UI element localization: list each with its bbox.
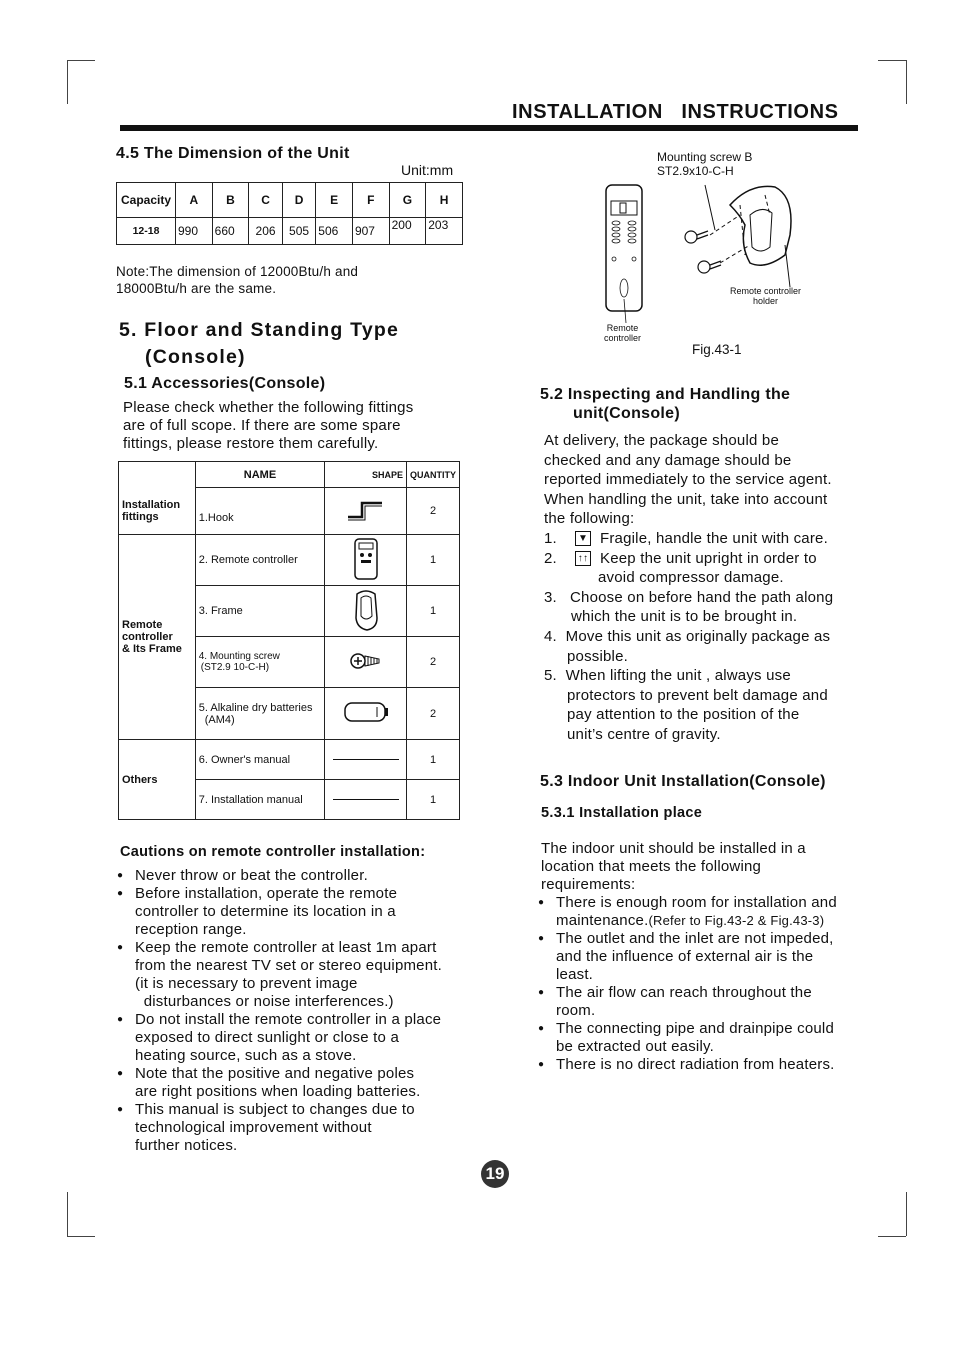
text-line: be extracted out easily. — [556, 1038, 714, 1055]
crop-mark — [67, 60, 95, 61]
text-line: ● This manual is subject to changes due to — [135, 1101, 415, 1118]
accessories-table — [118, 461, 460, 820]
text-line: from the nearest TV set or stereo equipment. — [135, 957, 443, 974]
table-cell: 990 — [176, 218, 213, 245]
dimension-table — [116, 182, 463, 245]
remote-controller-figure — [600, 175, 810, 345]
table-cell: 907 — [352, 218, 389, 245]
item-qty: 1 — [407, 586, 460, 637]
crop-mark — [67, 1236, 95, 1237]
text-line: Please check whether the following fittings — [123, 399, 414, 416]
item-name: 3. Frame — [195, 586, 324, 637]
table-cell: 200 — [389, 218, 426, 245]
item-name: 7. Installation manual — [195, 780, 324, 820]
section-4-5-title: 4.5 The Dimension of the Unit — [116, 145, 350, 162]
text-line: Remote — [606, 323, 639, 333]
note-line: 18000Btu/h are the same. — [116, 281, 277, 296]
group-label-line: Remote — [122, 619, 163, 631]
list-item — [117, 867, 492, 885]
item-text: Keep the unit upright in order to — [600, 549, 817, 567]
text-line: ● Keep the remote controller at least 1m apart — [135, 939, 437, 956]
table-row — [119, 740, 460, 780]
text-line: and the influence of external air is the — [556, 948, 814, 965]
mounting-screw-icon — [325, 637, 407, 688]
section-5-title-line: 5. Floor and Standing Type — [119, 319, 400, 341]
table-header-cell: SHAPE — [325, 462, 407, 488]
table-row — [119, 462, 460, 488]
table-cell: 203 — [426, 218, 463, 245]
text-line: checked and any damage should be — [544, 451, 792, 469]
table-header-cell: QUANTITY — [407, 462, 460, 488]
crop-mark — [67, 60, 68, 104]
section-5-1-intro — [123, 399, 413, 453]
frame-icon — [325, 586, 407, 637]
group-label — [119, 535, 196, 740]
page-number: 19 — [481, 1160, 509, 1188]
figure-reference: (Refer to Fig.43-2 & Fig.43-3) — [648, 913, 825, 928]
item-name-line: (ST2.9 10-C-H) — [200, 662, 270, 673]
item-qty: 2 — [407, 688, 460, 740]
text-line: At delivery, the package should be — [544, 432, 780, 449]
table-row — [119, 535, 460, 586]
text-line: ST2.9x10-C-H — [657, 164, 734, 178]
manual-line-icon — [325, 740, 407, 780]
text-line: ● Never throw or beat the controller. — [135, 867, 368, 884]
text-line: are of full scope. If there are some spare — [123, 417, 401, 434]
remote-controller-icon — [325, 535, 407, 586]
item-name — [195, 688, 324, 740]
text-line: fittings, please restore them carefully. — [123, 435, 379, 452]
text-line: disturbances or noise interferences.) — [135, 993, 394, 1010]
list-item — [117, 1065, 492, 1101]
text-line: which the unit is to be brought in. — [571, 608, 798, 626]
text-line: ● The connecting pipe and drainpipe could — [556, 1020, 834, 1037]
text-line: heating source, such as a stove. — [135, 1047, 357, 1064]
table-header-cell: H — [426, 183, 463, 218]
group-label: Installation fittings — [119, 488, 196, 535]
list-item — [544, 529, 833, 549]
text-line: ● The air flow can reach throughout the — [556, 984, 812, 1001]
section-5-3-title: 5.3 Indoor Unit Installation(Console) — [540, 773, 826, 790]
table-cell: 506 — [316, 218, 353, 245]
title-line: 5.2 Inspecting and Handling the — [540, 386, 791, 403]
text-line: least. — [556, 966, 594, 983]
item-name — [195, 637, 324, 688]
this-way-up-icon: ↑↑ — [575, 551, 591, 566]
list-item — [538, 984, 878, 1020]
table-header-cell: Capacity — [117, 183, 176, 218]
text-line: When handling the unit, take into account — [544, 490, 828, 508]
section-5-2-title — [540, 385, 790, 423]
text-line: protectors to prevent belt damage and — [567, 686, 828, 704]
table-header-cell: C — [249, 183, 282, 218]
text-line: room. — [556, 1002, 596, 1019]
text-line: (it is necessary to prevent image — [135, 975, 358, 992]
item-name: 1.Hook — [195, 488, 324, 535]
hook-icon — [325, 488, 407, 535]
table-cell: 206 — [249, 218, 282, 245]
crop-mark — [906, 1192, 907, 1236]
text-line: holder — [753, 296, 779, 306]
cautions-list — [117, 867, 492, 1155]
table-header-cell: NAME — [195, 462, 324, 488]
item-qty: 1 — [407, 780, 460, 820]
item-name-line: 4. Mounting screw — [198, 651, 280, 662]
table-cell: 12-18 — [117, 218, 176, 245]
page-header-title: INSTALLATION INSTRUCTIONS — [512, 101, 839, 123]
title-line: unit(Console) — [573, 405, 680, 422]
text-line: unit’s centre of gravity. — [567, 725, 721, 743]
crop-mark — [906, 60, 907, 104]
remote-label — [604, 323, 641, 343]
table-row — [117, 218, 463, 245]
table-row — [119, 488, 460, 535]
battery-icon — [325, 688, 407, 740]
item-name: 2. Remote controller — [195, 535, 324, 586]
text-line: the following: — [544, 510, 635, 528]
section-5-2-body — [544, 431, 833, 745]
table-header-cell: G — [389, 183, 426, 218]
item-name: 6. Owner's manual — [195, 740, 324, 780]
text-line: pay attention to the position of the — [567, 706, 800, 724]
text-line: controller — [604, 333, 642, 343]
section-5-title — [119, 317, 399, 371]
list-item — [544, 549, 833, 569]
table-cell — [119, 462, 196, 488]
text-line: ● Note that the positive and negative poles — [135, 1065, 415, 1082]
unit-label: Unit:mm — [401, 162, 454, 178]
text-line: avoid compressor damage. — [598, 569, 784, 587]
table-header-cell: F — [352, 183, 389, 218]
header-rule — [120, 125, 858, 131]
list-item — [117, 1101, 492, 1155]
text-line: exposed to direct sunlight or close to a — [135, 1029, 399, 1046]
section-5-1-title: 5.1 Accessories(Console) — [124, 375, 326, 392]
text-line: reception range. — [135, 921, 247, 938]
text-line: further notices. — [135, 1137, 238, 1154]
list-item — [538, 1056, 878, 1074]
item-number: 2. — [544, 549, 557, 567]
item-qty: 2 — [407, 637, 460, 688]
text-line: 3. Choose on before hand the path along — [544, 588, 834, 606]
item-qty: 1 — [407, 740, 460, 780]
text-line: ● There is no direct radiation from heaters. — [556, 1056, 835, 1073]
item-number: 1. — [544, 529, 557, 547]
text-line: possible. — [567, 647, 629, 665]
item-text: Fragile, handle the unit with care. — [600, 529, 828, 547]
text-line: maintenance. — [556, 912, 649, 929]
table-header-cell: E — [316, 183, 353, 218]
text-line: reported immediately to the service agent. — [544, 471, 832, 489]
screw-label — [657, 150, 752, 178]
list-item — [538, 1020, 878, 1056]
section-5-3-1-title: 5.3.1 Installation place — [541, 805, 703, 821]
table-row — [117, 183, 463, 218]
list-item — [117, 885, 492, 939]
text-line: controller to determine its location in a — [135, 903, 396, 920]
item-qty: 1 — [407, 535, 460, 586]
list-item — [538, 930, 878, 984]
dimension-note — [116, 263, 358, 297]
crop-mark — [67, 1192, 68, 1236]
item-name-line: (AM4) — [204, 713, 235, 726]
table-header-cell: A — [176, 183, 213, 218]
table-cell: 660 — [212, 218, 249, 245]
text-line: 5. When lifting the unit , always use — [544, 667, 791, 685]
section-5-title-line: (Console) — [145, 346, 246, 368]
cautions-title: Cautions on remote controller installation: — [120, 844, 426, 860]
text-line: 4. Move this unit as originally package as — [544, 627, 831, 645]
item-name-line: 5. Alkaline dry batteries — [198, 701, 313, 714]
figure-caption: Fig.43-1 — [692, 342, 742, 357]
list-item — [117, 1011, 492, 1065]
crop-mark — [878, 1236, 906, 1237]
table-cell: 505 — [282, 218, 315, 245]
text-line: are right positions when loading batteries. — [135, 1083, 421, 1100]
group-label: Others — [119, 740, 196, 820]
text-line: requirements: — [541, 876, 636, 893]
text-line: The indoor unit should be installed in a — [541, 840, 806, 857]
item-qty: 2 — [407, 488, 460, 535]
manual-line-icon — [325, 780, 407, 820]
fragile-icon: ▼ — [575, 531, 591, 546]
text-line: ● Before installation, operate the remote — [135, 885, 398, 902]
text-line: Remote controller — [730, 286, 802, 296]
group-label-line: & Its Frame — [122, 643, 182, 655]
note-line: Note:The dimension of 12000Btu/h and — [116, 264, 359, 279]
text-line: Mounting screw B — [657, 150, 753, 164]
text-line: ● The outlet and the inlet are not impeded, — [556, 930, 834, 947]
table-header-cell: B — [212, 183, 249, 218]
text-line: ● Do not install the remote controller in a place — [135, 1011, 442, 1028]
text-line: ● There is enough room for installation and — [556, 894, 837, 911]
installation-place-list — [538, 894, 878, 1074]
group-label-line: controller — [122, 631, 173, 643]
section-5-3-1-body — [541, 840, 806, 894]
text-line: location that meets the following — [541, 858, 762, 875]
table-header-cell: D — [282, 183, 315, 218]
list-item — [117, 939, 492, 1011]
list-item — [538, 894, 878, 930]
holder-label — [730, 286, 801, 306]
crop-mark — [878, 60, 906, 61]
text-line: technological improvement without — [135, 1119, 372, 1136]
